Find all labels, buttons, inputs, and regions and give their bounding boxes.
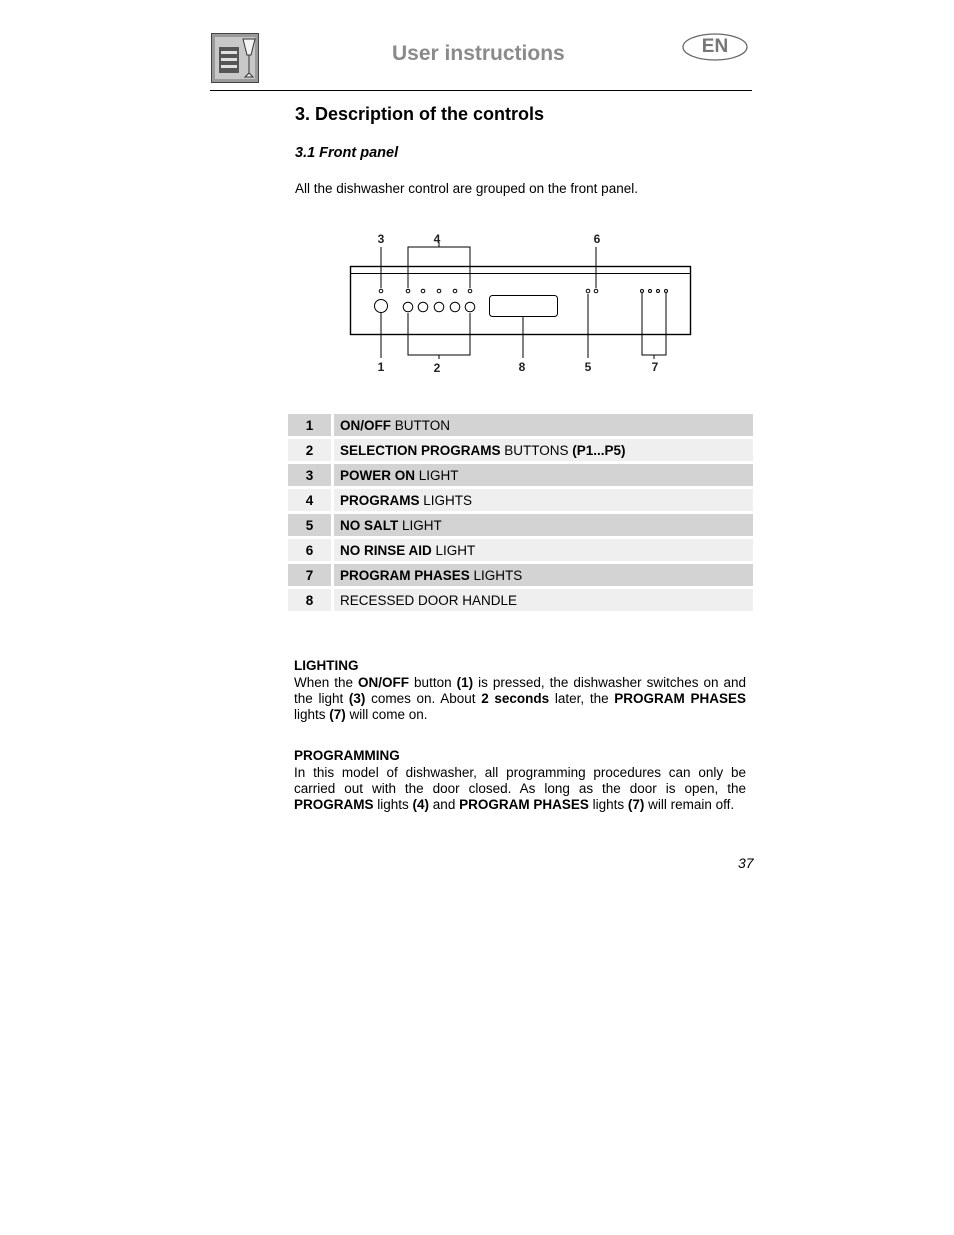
legend-label: PROGRAM PHASES LIGHTS bbox=[334, 564, 753, 586]
lighting-heading: LIGHTING bbox=[294, 658, 359, 673]
phase-light-1 bbox=[641, 290, 644, 293]
no-rinse-aid-light bbox=[594, 289, 598, 293]
table-row bbox=[288, 414, 753, 436]
legend-label: POWER ON LIGHT bbox=[334, 464, 753, 486]
door-handle bbox=[490, 296, 558, 317]
program-button-3 bbox=[434, 302, 444, 312]
callout-1: 1 bbox=[377, 360, 385, 374]
front-panel-diagram bbox=[340, 225, 700, 380]
intro-text: All the dishwasher control are grouped on the front panel. bbox=[295, 181, 638, 196]
callout-2: 2 bbox=[433, 361, 441, 375]
legend-label: NO RINSE AID LIGHT bbox=[334, 539, 753, 561]
panel-outline bbox=[351, 267, 691, 335]
legend-number: 3 bbox=[288, 464, 331, 486]
program-light-4 bbox=[453, 289, 457, 293]
no-salt-light bbox=[586, 289, 590, 293]
table-row bbox=[288, 564, 753, 586]
on-off-button bbox=[375, 300, 388, 313]
program-button-2 bbox=[418, 302, 428, 312]
legend-number: 6 bbox=[288, 539, 331, 561]
legend-number: 1 bbox=[288, 414, 331, 436]
legend-number: 4 bbox=[288, 489, 331, 511]
legend-label: ON/OFF BUTTON bbox=[334, 414, 753, 436]
legend-number: 8 bbox=[288, 589, 331, 611]
table-row bbox=[288, 439, 753, 461]
program-button-1 bbox=[403, 302, 413, 312]
legend-number: 7 bbox=[288, 564, 331, 586]
program-light-1 bbox=[406, 289, 410, 293]
controls-legend-table bbox=[288, 411, 753, 614]
header-title: User instructions bbox=[392, 42, 565, 65]
callout-8: 8 bbox=[518, 360, 526, 374]
callout-5: 5 bbox=[584, 360, 592, 374]
callout-4: 4 bbox=[433, 232, 441, 246]
language-badge bbox=[682, 33, 748, 61]
phase-light-3 bbox=[657, 290, 660, 293]
program-light-3 bbox=[437, 289, 441, 293]
callout-6: 6 bbox=[593, 232, 601, 246]
legend-label: SELECTION PROGRAMS BUTTONS (P1...P5) bbox=[334, 439, 753, 461]
callout-7: 7 bbox=[651, 360, 659, 374]
program-button-4 bbox=[450, 302, 460, 312]
legend-label: PROGRAMS LIGHTS bbox=[334, 489, 753, 511]
page-number: 37 bbox=[738, 855, 754, 871]
program-light-2 bbox=[421, 289, 425, 293]
programming-heading: PROGRAMMING bbox=[294, 748, 400, 763]
programming-paragraph: In this model of dishwasher, all programming procedures can only be carried out with the door closed. As long as the door is open, the PROGRAMS lights (4) and PROGRAM PHASES lights (7) will remain off. bbox=[294, 765, 746, 812]
power-on-light bbox=[379, 289, 383, 293]
program-button-5 bbox=[465, 302, 475, 312]
lighting-paragraph: When the ON/OFF button (1) is pressed, the dishwasher switches on and the light (3) comes on. About 2 seconds later, the PROGRAM PHASES lights (7) will come on. bbox=[294, 675, 746, 722]
table-row bbox=[288, 539, 753, 561]
phase-light-4 bbox=[665, 290, 668, 293]
callout-3: 3 bbox=[377, 232, 385, 246]
language-badge-label: EN bbox=[701, 36, 729, 57]
legend-number: 5 bbox=[288, 514, 331, 536]
section-heading: 3. Description of the controls bbox=[295, 104, 545, 124]
phase-light-2 bbox=[649, 290, 652, 293]
legend-label: NO SALT LIGHT bbox=[334, 514, 753, 536]
header-divider bbox=[210, 90, 752, 91]
legend-label: RECESSED DOOR HANDLE bbox=[334, 589, 753, 611]
section-subheading: 3.1 Front panel bbox=[295, 145, 399, 161]
legend-number: 2 bbox=[288, 439, 331, 461]
table-row bbox=[288, 464, 753, 486]
table-row bbox=[288, 514, 753, 536]
table-row bbox=[288, 589, 753, 611]
table-row bbox=[288, 489, 753, 511]
dishwasher-logo-icon bbox=[211, 33, 259, 83]
program-light-5 bbox=[468, 289, 472, 293]
